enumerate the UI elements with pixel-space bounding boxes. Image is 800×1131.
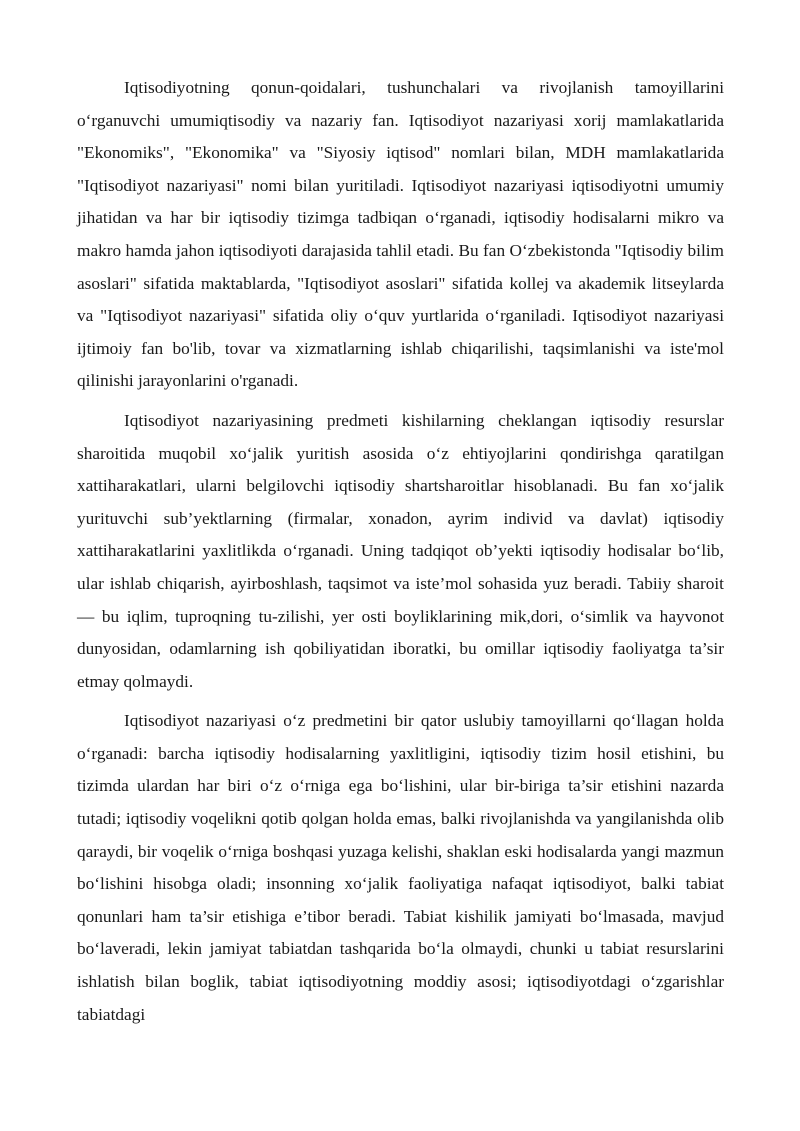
paragraph-economic-theory-subject: Iqtisodiyot nazariyasining predmeti kishilarning cheklangan iqtisodiy resurslar sharoitida muqobil xoʻjalik yuritish asosida oʻz ehtiyojlarini qondirishga qaratilgan xattiharakatlari, ularni belgilovchi iqtisodiy shartsharoitlar hisoblanadi. Bu fan xoʻjalik yurituvchi sub’yektlarning (firmalar, xonadon, ayrim individ va davlat) iqtisodiy xattiharakatlarini yaxlitlikda oʻrganadi. Uning tadqiqot ob’yekti iqtisodiy hodisalar boʻlib, ular ishlab chiqarish, ayirboshlash, taqsimot va iste’mol sohasida yuz beradi. Tabiiy sharoit — bu iqlim, tuproqning tu-zilishi, yer osti boyliklarining mik,dori, oʻsimlik va hayvonot dunyosidan, odamlarning ish qobiliyatidan iboratki, bu omillar iqtisodiy faoliyatga ta’sir etmay qolmaydi.	[77, 410, 724, 691]
paragraph-methodological-principles: Iqtisodiyot nazariyasi oʻz predmetini bir qator uslubiy tamoyillarni qoʻllagan holda oʻrganadi: barcha iqtisodiy hodisalarning yaxlitligini, iqtisodiy tizim hosil etishini, bu tizimda ulardan har biri oʻz oʻrniga ega boʻlishini, ular bir-biriga ta’sir etishini nazarda tutadi; iqtisodiy voqelikni qotib qolgan holda emas, balki rivojlanishda va yangilanishda olib qaraydi, bir voqelik oʻrniga boshqasi yuzaga kelishi, shaklan eski hodisalarda yangi mazmun boʻlishini hisobga oladi; insonning xoʻjalik faoliyatiga nafaqat iqtisodiyot, balki tabiat qonunlari ham ta’sir etishiga e’tibor beradi. Tabiat kishilik jamiyati boʻlmasada, mavjud boʻlaveradi, lekin jamiyat tabiatdan tashqarida boʻla olmaydi, chunki u tabiat resurslarini ishlatish bilan boglik, tabiat iqtisodiyotning moddiy asosi; iqtisodiyotdagi oʻzgarishlar tabiatdagi	[77, 711, 724, 1024]
document-page	[77, 72, 724, 1031]
paragraph-economic-theory-definition: Iqtisodiyotning qonun-qoidalari, tushunchalari va rivojlanish tamoyillarini oʻrganuvchi umumiqtisodiy va nazariy fan. Iqtisodiyot nazariyasi xorij mamlakatlarida "Ekonomiks", "Ekonomika" va "Siyosiy iqtisod" nomlari bilan, MDH mamlakatlarida "Iqtisodiyot nazariyasi" nomi bilan yuritiladi. Iqtisodiyot nazariyasi iqtisodiyotni umumiy jihatidan va har bir iqtisodiy tizimga tadbiqan oʻrganadi, iqtisodiy hodisalarni mikro va makro hamda jahon iqtisodiyoti darajasida tahlil etadi. Bu fan Oʻzbekistonda "Iqtisodiy bilim asoslari" sifatida maktablarda, "Iqtisodiyot asoslari" sifatida kollej va akademik litseylarda va "Iqtisodiyot nazariyasi" sifatida oliy oʻquv yurtlarida oʻrganiladi. Iqtisodiyot nazariyasi ijtimoiy fan bo'lib, tovar va xizmatlarning ishlab chiqarilishi, taqsimlanishi va iste'mol qilinishi jarayonlarini o'rganadi.	[77, 78, 724, 391]
